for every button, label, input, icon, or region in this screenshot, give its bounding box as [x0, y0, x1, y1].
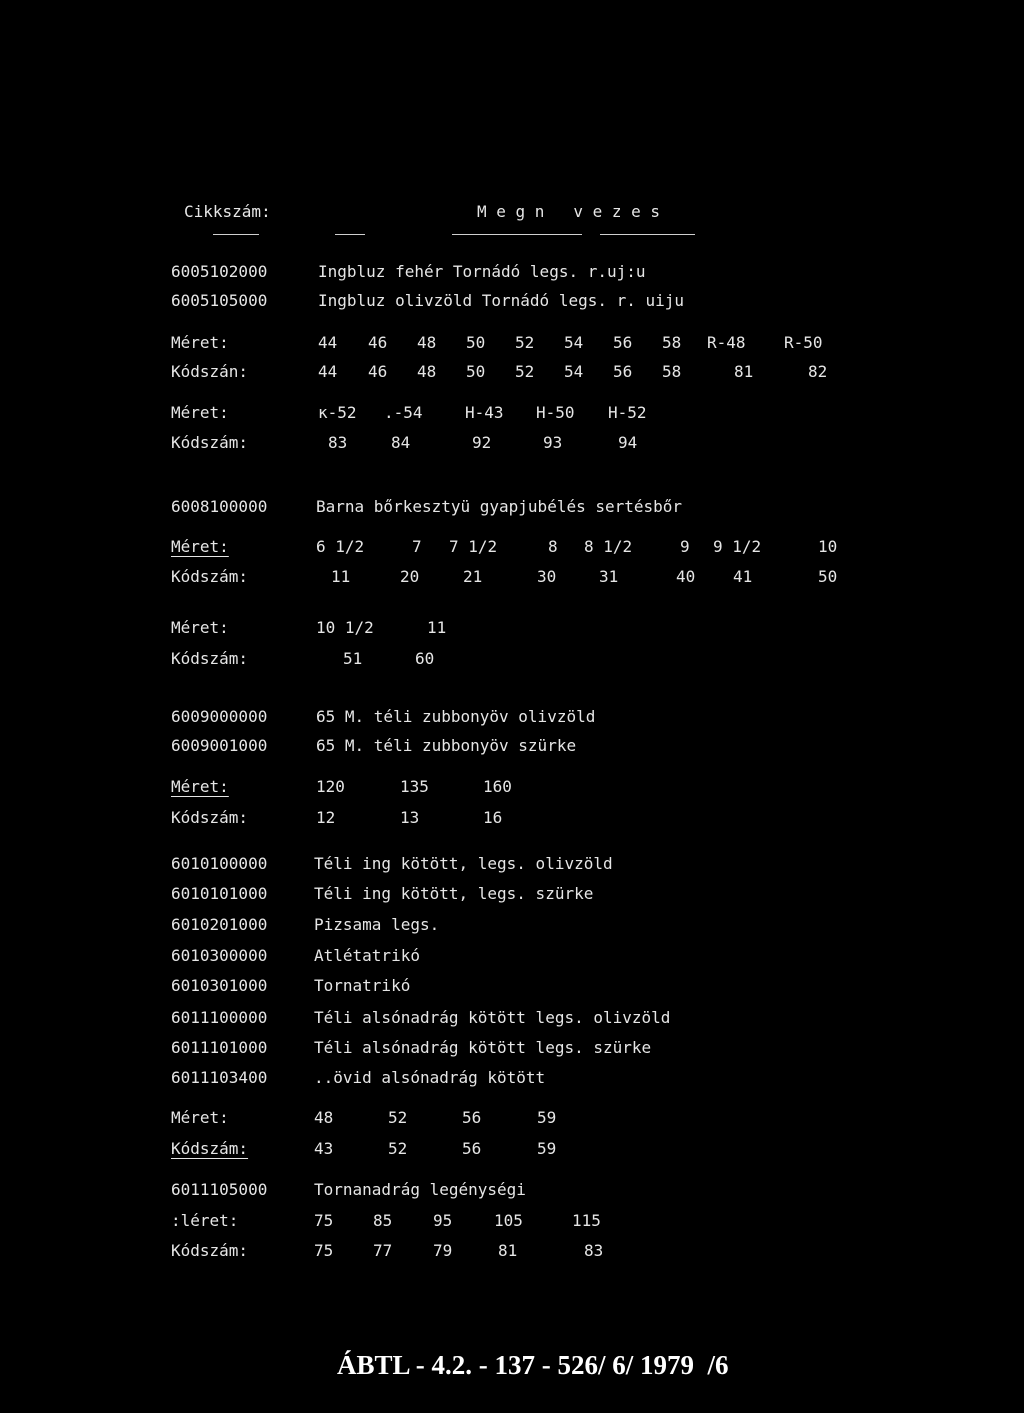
item-code: 6010100000 [171, 854, 268, 873]
item-code: 6005105000 [171, 291, 268, 310]
size-value: 48 [314, 1108, 334, 1127]
code-label: Kódszám: [171, 433, 249, 452]
size-value: R-50 [784, 333, 823, 352]
item-name: 65 M. téli zubbonyöv olivzöld [316, 707, 596, 726]
size-value: 9 1/2 [713, 537, 762, 556]
item-code: 6011103400 [171, 1068, 268, 1087]
item-name: Tornatrikó [314, 976, 411, 995]
code-value: 52 [388, 1139, 408, 1158]
size-value: 11 [427, 618, 447, 637]
size-value: R-48 [707, 333, 746, 352]
code-value: 60 [415, 649, 435, 668]
size-value: 10 [818, 537, 838, 556]
code-value: 82 [808, 362, 828, 381]
code-label: Kódszán: [171, 362, 249, 381]
size-value: 52 [388, 1108, 408, 1127]
size-label: Méret: [171, 1108, 229, 1127]
item-code: 6011101000 [171, 1038, 268, 1057]
size-value: 54 [564, 333, 584, 352]
header-rule [452, 234, 582, 235]
size-label: Méret: [171, 333, 229, 352]
code-label: Kódszám: [171, 1241, 249, 1260]
size-label: Méret: [171, 777, 229, 796]
item-name: Tornanadrág legénységi [314, 1180, 526, 1199]
item-name: Téli alsónadrág kötött legs. olivzöld [314, 1008, 671, 1027]
item-name: Pizsama legs. [314, 915, 440, 934]
code-value: 40 [676, 567, 696, 586]
item-code: 6009001000 [171, 736, 268, 755]
size-value: 115 [572, 1211, 601, 1230]
code-value: 48 [417, 362, 437, 381]
size-value: 120 [316, 777, 345, 796]
size-value: 95 [433, 1211, 453, 1230]
item-name: 65 M. téli zubbonyöv szürke [316, 736, 577, 755]
code-value: 13 [400, 808, 420, 827]
size-value: 58 [662, 333, 682, 352]
code-label: Kódszám: [171, 808, 249, 827]
code-value: 52 [515, 362, 535, 381]
header-rule [600, 234, 695, 235]
code-label: Kódszám: [171, 649, 249, 668]
code-value: 59 [537, 1139, 557, 1158]
size-value: 59 [537, 1108, 557, 1127]
code-value: 30 [537, 567, 557, 586]
item-name: Ingbluz olivzöld Tornádó legs. r. uiju [318, 291, 685, 310]
size-value: 75 [314, 1211, 334, 1230]
code-value: 41 [733, 567, 753, 586]
size-value: 9 [680, 537, 690, 556]
item-name: Barna bőrkesztyü gyapjubélés sertésbőr [316, 497, 683, 516]
size-value: 7 [412, 537, 422, 556]
size-value: 8 [548, 537, 558, 556]
size-value: 7 1/2 [449, 537, 498, 556]
code-value: 81 [734, 362, 754, 381]
item-name: Atlétatrikó [314, 946, 420, 965]
item-code: 6010301000 [171, 976, 268, 995]
code-label: Kódszám: [171, 567, 249, 586]
size-value: 135 [400, 777, 429, 796]
code-value: 44 [318, 362, 338, 381]
size-value: 44 [318, 333, 338, 352]
size-value: 48 [417, 333, 437, 352]
size-value: 6 1/2 [316, 537, 365, 556]
size-value: H-52 [608, 403, 647, 422]
size-value: 85 [373, 1211, 393, 1230]
code-value: 56 [613, 362, 633, 381]
code-value: 12 [316, 808, 336, 827]
item-code: 6010201000 [171, 915, 268, 934]
size-value: 8 1/2 [584, 537, 633, 556]
code-value: 84 [391, 433, 411, 452]
code-value: 20 [400, 567, 420, 586]
item-code: 6011100000 [171, 1008, 268, 1027]
item-code: 6011105000 [171, 1180, 268, 1199]
code-value: 79 [433, 1241, 453, 1260]
size-value: H-43 [465, 403, 504, 422]
size-value: .-54 [384, 403, 423, 422]
code-value: 81 [498, 1241, 518, 1260]
size-label: Méret: [171, 537, 229, 556]
code-value: 51 [343, 649, 363, 668]
code-label: Kódszám: [171, 1139, 249, 1158]
code-value: 83 [584, 1241, 604, 1260]
size-value: 105 [494, 1211, 523, 1230]
code-value: 50 [466, 362, 486, 381]
code-value: 31 [599, 567, 619, 586]
item-code: 6010300000 [171, 946, 268, 965]
code-value: 16 [483, 808, 503, 827]
code-value: 94 [618, 433, 638, 452]
size-value: H-50 [536, 403, 575, 422]
size-value: ĸ-52 [318, 403, 357, 422]
description-header: M e g n v e z e s [477, 202, 661, 221]
item-name: Ingbluz fehér Tornádó legs. r.uj:u [318, 262, 646, 281]
size-value: 50 [466, 333, 486, 352]
size-value: 56 [462, 1108, 482, 1127]
code-value: 21 [463, 567, 483, 586]
code-value: 11 [331, 567, 351, 586]
size-value: 46 [368, 333, 388, 352]
code-value: 54 [564, 362, 584, 381]
item-code: 6010101000 [171, 884, 268, 903]
header-rule [213, 234, 259, 235]
item-code: 6005102000 [171, 262, 268, 281]
item-name: Téli ing kötött, legs. szürke [314, 884, 594, 903]
size-label: Méret: [171, 618, 229, 637]
code-value: 43 [314, 1139, 334, 1158]
code-value: 92 [472, 433, 492, 452]
archive-reference: ÁBTL - 4.2. - 137 - 526/ 6/ 1979 /6 [337, 1350, 729, 1380]
item-name: ..övid alsónadrág kötött [314, 1068, 546, 1087]
item-code: 6008100000 [171, 497, 268, 516]
code-value: 46 [368, 362, 388, 381]
item-name: Téli alsónadrág kötött legs. szürke [314, 1038, 652, 1057]
size-label: :léret: [171, 1211, 239, 1230]
code-value: 83 [328, 433, 348, 452]
code-value: 56 [462, 1139, 482, 1158]
size-value: 160 [483, 777, 512, 796]
code-value: 58 [662, 362, 682, 381]
article-number-header: Cikkszám: [184, 202, 271, 221]
code-value: 50 [818, 567, 838, 586]
item-name: Téli ing kötött, legs. olivzöld [314, 854, 613, 873]
size-value: 10 1/2 [316, 618, 374, 637]
code-value: 75 [314, 1241, 334, 1260]
code-value: 77 [373, 1241, 393, 1260]
item-code: 6009000000 [171, 707, 268, 726]
size-label: Méret: [171, 403, 229, 422]
size-value: 52 [515, 333, 535, 352]
size-value: 56 [613, 333, 633, 352]
code-value: 93 [543, 433, 563, 452]
header-rule [335, 234, 365, 235]
